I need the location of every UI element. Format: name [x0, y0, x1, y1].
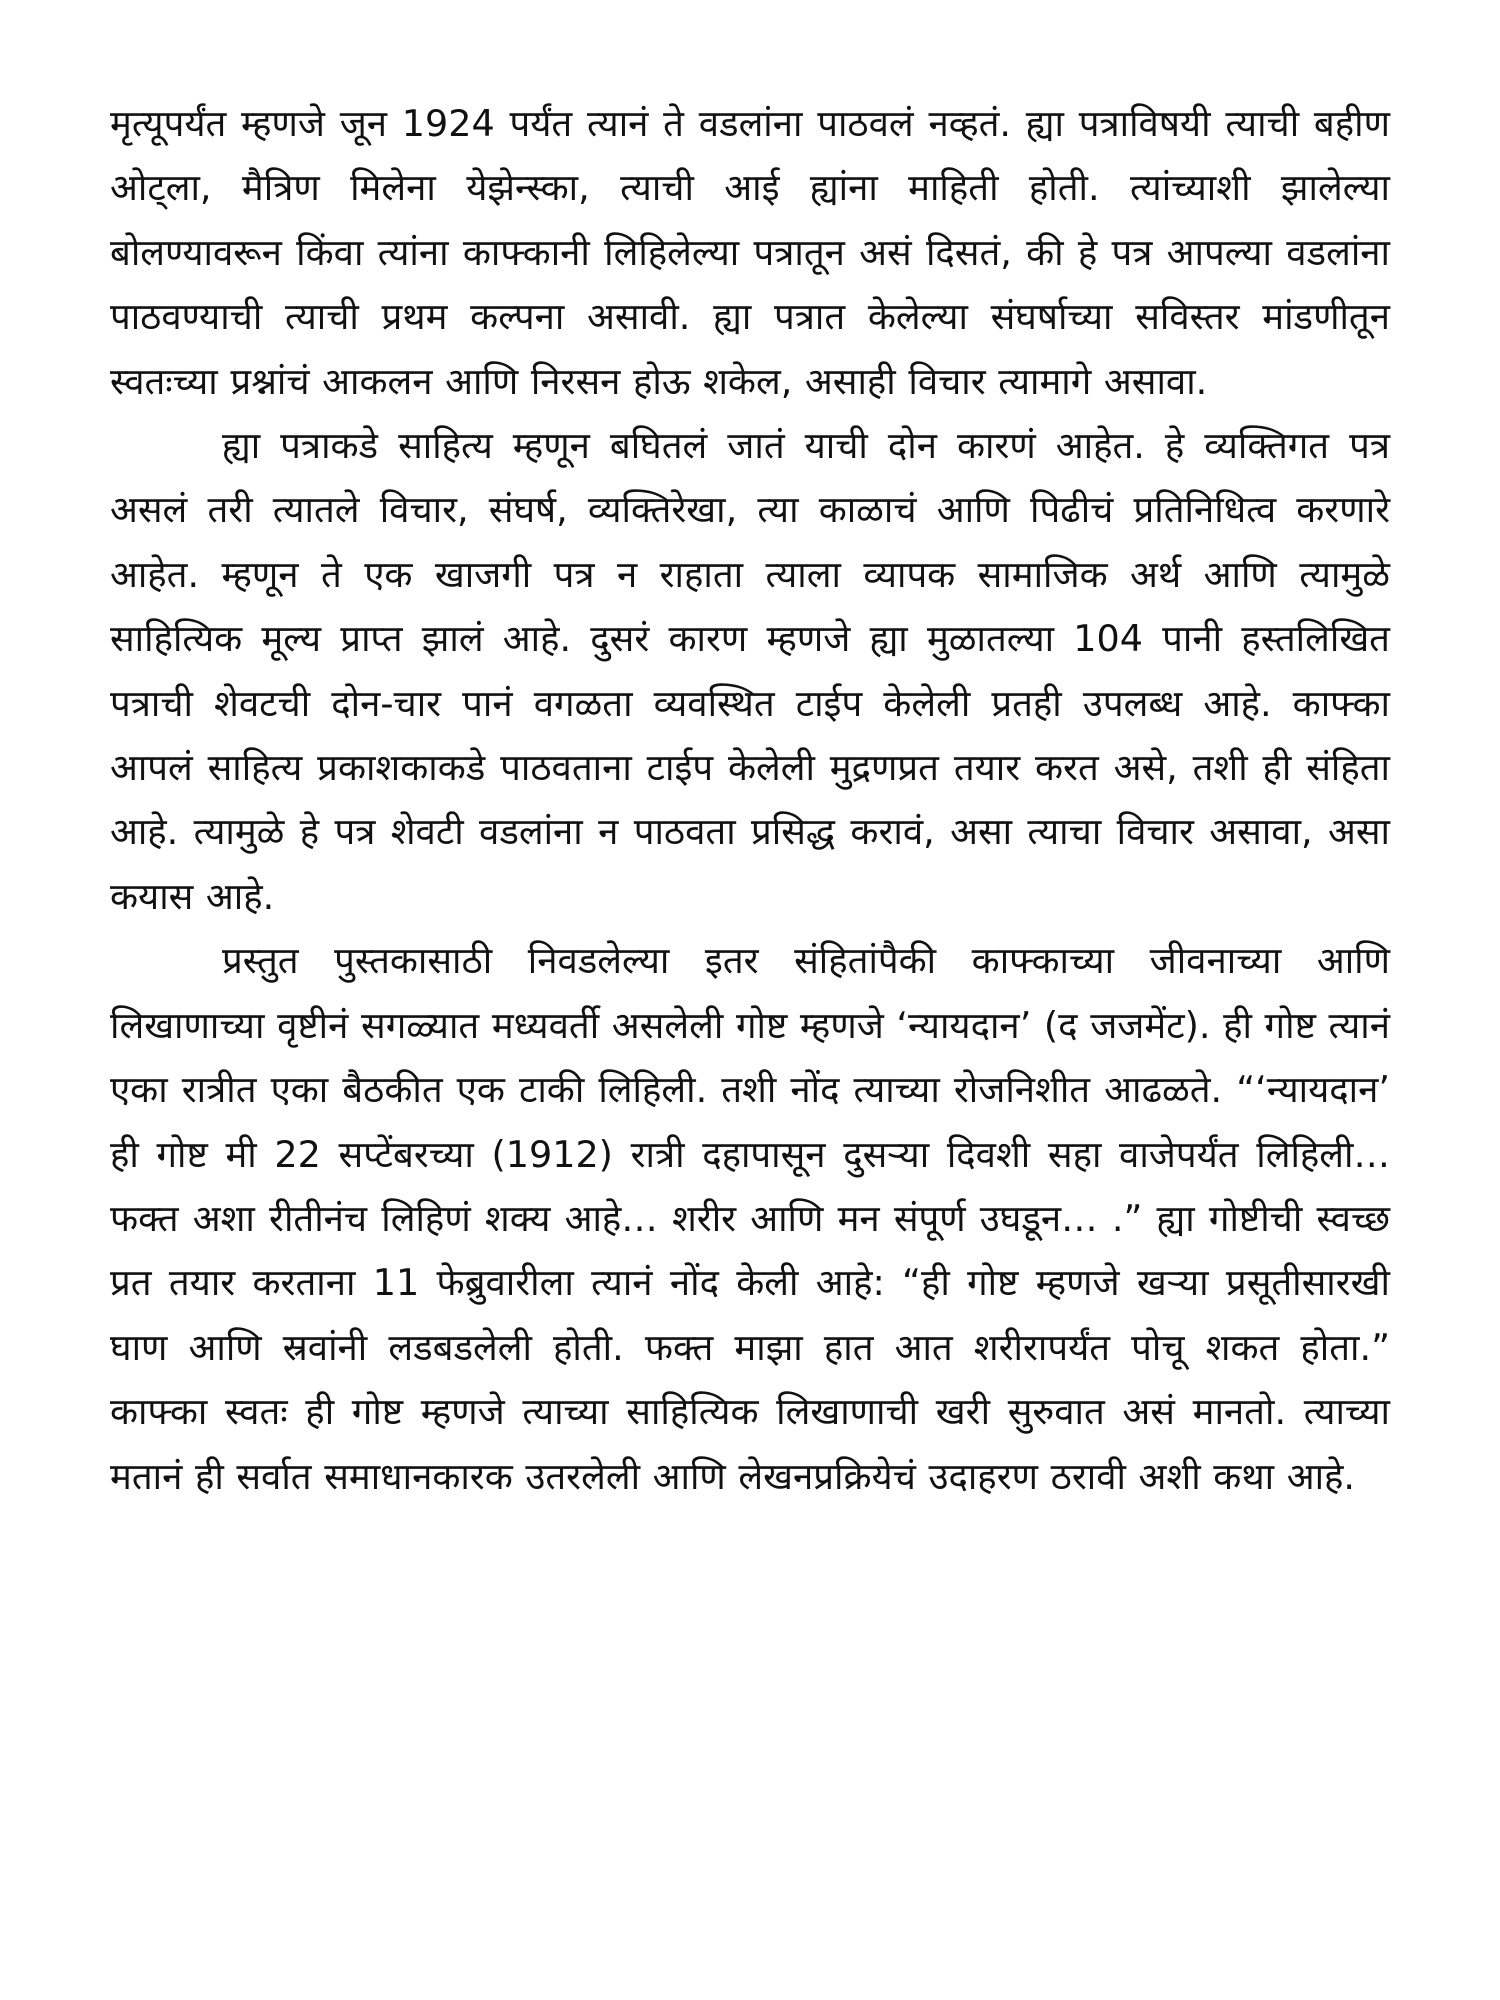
paragraph-3: प्रस्तुत पुस्तकासाठी निवडलेल्या इतर संहितांपैकी काफ्काच्या जीवनाच्या आणि लिखाणाच्या वृष्टीनं सगळ्यात मध्यवर्ती असलेली गोष्ट म्हणजे ‘न्यायदान’ (द जजमेंट). ही गोष्ट त्यानं एका रात्रीत एका बैठकीत एक टाकी लिहिली. तशी नोंद त्याच्या रोजनिशीत आढळते. “‘न्यायदान’ ही गोष्ट मी 22 सप्टेंबरच्या (1912) रात्री दहापासून दुसऱ्या दिवशी सहा वाजेपर्यंत लिहिली… फक्त अशा रीतीनंच लिहिणं शक्य आहे… शरीर आणि मन संपूर्ण उघडून… .” ह्या गोष्टीची स्वच्छ प्रत तयार करताना 11 फेब्रुवारीला त्यानं नोंद केली आहे: “ही गोष्ट म्हणजे खऱ्या प्रसूतीसारखी घाण आणि स्रवांनी लडबडलेली होती. फक्त माझा हात आत शरीरापर्यंत पोचू शकत होता.” काफ्का स्वतः ही गोष्ट म्हणजे त्याच्या साहित्यिक लिखाणाची खरी सुरुवात असं मानतो. त्याच्या मतानं ही सर्वात समाधानकारक उतरलेली आणि लेखनप्रक्रियेचं उदाहरण ठरावी अशी कथा आहे.: [110, 939, 1390, 1498]
paragraph-1: मृत्यूपर्यंत म्हणजे जून 1924 पर्यंत त्यानं ते वडलांना पाठवलं नव्हतं. ह्या पत्राविषयी त्याची बहीण ओट्ला, मैत्रिण मिलेना येझेन्स्का, त्याची आई ह्यांना माहिती होती. त्यांच्याशी झालेल्या बोलण्यावरून किंवा त्यांना काफ्कानी लिहिलेल्या पत्रातून असं दिसतं, की हे पत्र आपल्या वडलांना पाठवण्याची त्याची प्रथम कल्पना असावी. ह्या पत्रात केलेल्या संघर्षाच्या सविस्तर मांडणीतून स्वतःच्या प्रश्नांचं आकलन आणि निरसन होऊ शकेल, असाही विचार त्यामागे असावा.: [110, 102, 1390, 403]
paragraph-2: ह्या पत्राकडे साहित्य म्हणून बघितलं जातं याची दोन कारणं आहेत. हे व्यक्तिगत पत्र असलं तरी त्यातले विचार, संघर्ष, व्यक्तिरेखा, त्या काळाचं आणि पिढीचं प्रतिनिधित्व करणारे आहेत. म्हणून ते एक खाजगी पत्र न राहाता त्याला व्यापक सामाजिक अर्थ आणि त्यामुळे साहित्यिक मूल्य प्राप्त झालं आहे. दुसरं कारण म्हणजे ह्या मुळातल्या 104 पानी हस्तलिखित पत्राची शेवटची दोन-चार पानं वगळता व्यवस्थित टाईप केलेली प्रतही उपलब्ध आहे. काफ्का आपलं साहित्य प्रकाशकाकडे पाठवताना टाईप केलेली मुद्रणप्रत तयार करत असे, तशी ही संहिता आहे. त्यामुळे हे पत्र शेवटी वडलांना न पाठवता प्रसिद्ध करावं, असा त्याचा विचार असावा, असा कयास आहे.: [110, 424, 1390, 918]
document-page: [110, 92, 1390, 1509]
